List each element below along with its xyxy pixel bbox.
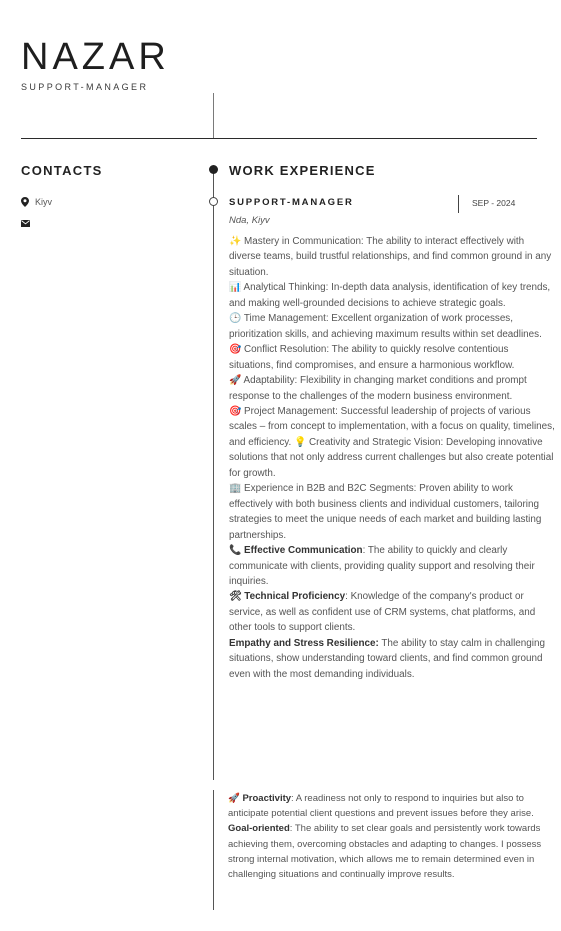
description-paragraph: 🚀 Adaptability: Flexibility in changing market conditions and prompt response to the challenges of the modern business environment. [229, 375, 527, 402]
description-paragraph: 🏢 Experience in B2B and B2C Segments: Proven ability to work effectively with both business clients and individual customers, tailoring strategies to meet the unique needs of each market and building lasting partnerships. [229, 483, 542, 541]
job-company: Nda, Kiyv [229, 215, 270, 226]
description-paragraph: 📞 Effective Communication: The ability to quickly and clearly communicate with clients, providing quality support and resolving their inquiries. [229, 545, 535, 587]
timeline-line [213, 170, 214, 780]
job-bullet-ring [209, 197, 218, 206]
timeline-connector [213, 93, 214, 138]
map-pin-icon [21, 197, 29, 207]
location-text: Kiyv [35, 197, 53, 207]
envelope-icon [21, 220, 30, 227]
description-paragraph: 🎯 Project Management: Successful leadership of projects of various scales – from concept to implementation, with a focus on quality, timelines, and efficiency. 💡 Creativity and Strategic Vision: Developing innovative solutions that not only address current challenges but also create potential for growth. [229, 405, 555, 479]
contacts-heading: CONTACTS [21, 163, 103, 178]
job-description-continued [228, 791, 546, 882]
description-paragraph: Empathy and Stress Resilience: The ability to stay calm in challenging situations, show understanding toward clients, and find common ground even with the most demanding individuals. [229, 637, 545, 680]
contact-email[interactable] [21, 220, 30, 227]
description-paragraph: 🕒 Time Management: Excellent organization of work processes, prioritization skills, and achieving maximum results within set deadlines. [229, 313, 542, 340]
timeline-line-continued [213, 790, 214, 910]
candidate-name: NAZAR [21, 36, 170, 78]
contact-location [21, 197, 52, 207]
description-paragraph: 📊 Analytical Thinking: In-depth data analysis, identification of key trends, and making well-grounded decisions to achieve strategic goals. [229, 282, 551, 309]
section-bullet-dot [209, 165, 218, 174]
job-description [229, 234, 555, 682]
work-experience-heading: WORK EXPERIENCE [229, 163, 376, 178]
job-title: SUPPORT-MANAGER [229, 197, 354, 208]
header-divider [21, 138, 537, 139]
date-separator [458, 195, 459, 213]
job-date: SEP - 2024 [472, 198, 516, 208]
description-paragraph: 🚀 Proactivity: A readiness not only to respond to inquiries but also to anticipate potential client questions and prevent issues before they arise. [228, 793, 534, 820]
description-paragraph: 🛠 Technical Proficiency: Knowledge of the company's product or service, as well as confident use of CRM systems, chat platforms, and other tools to support clients. [229, 591, 536, 634]
description-paragraph: Goal-oriented: The ability to set clear goals and persistently work towards achieving them, overcoming obstacles and adapting to changes. I possess strong internal motivation, which allows me to remain determined even in challenging situations and continually improve results. [228, 823, 542, 881]
candidate-position: SUPPORT-MANAGER [21, 82, 149, 92]
description-paragraph: ✨ Mastery in Communication: The ability to interact effectively with diverse teams, build trustful relationships, and find common ground in any situation. [229, 236, 552, 278]
description-paragraph: 🎯 Conflict Resolution: The ability to quickly resolve contentious situations, find compromises, and ensure a harmonious workflow. [229, 344, 515, 371]
